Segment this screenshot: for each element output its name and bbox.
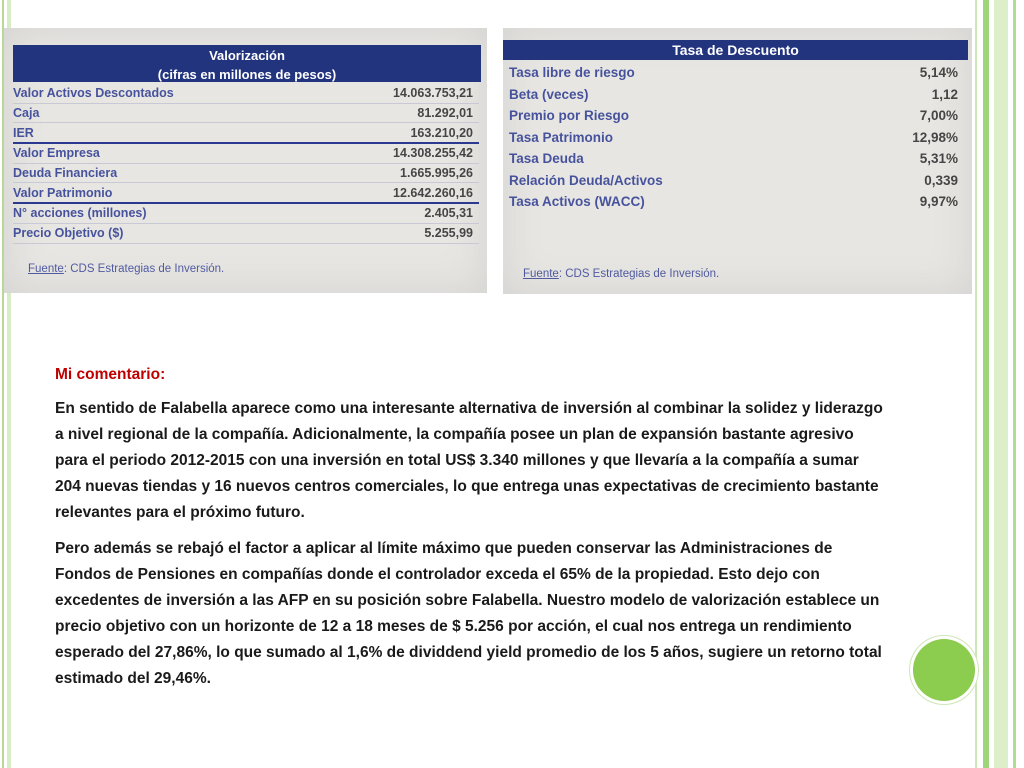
table-row xyxy=(13,144,479,164)
comment-section xyxy=(55,366,885,702)
row-value: 0,339 xyxy=(924,172,958,188)
row-value: 81.292,01 xyxy=(417,106,473,121)
table-row xyxy=(13,164,479,184)
row-value: 7,00% xyxy=(919,108,958,124)
right-decorative-rail xyxy=(975,0,1024,768)
table-row xyxy=(509,170,964,192)
table-row xyxy=(13,84,479,104)
row-label: Beta (veces) xyxy=(509,86,589,102)
comment-title: Mi comentario: xyxy=(55,366,166,383)
row-label: Tasa libre de riesgo xyxy=(509,65,635,81)
row-label: Tasa Patrimonio xyxy=(509,129,614,145)
row-label: Precio Objetivo ($) xyxy=(13,226,124,241)
row-value: 5,14% xyxy=(919,65,958,81)
valuation-table-title: Valorización xyxy=(209,48,285,63)
row-value: 5,31% xyxy=(919,151,958,167)
comment-paragraph: En sentido de Falabella aparece como una interesante alternativa de inversión al combinar la solidez y liderazgo a nivel regional de la compañía. Adicionalmente, la compañía posee un plan de expansión bastante agresivo para el periodo 2012-2015 con una inversión en total US$ 3.340 millones y que llevaría a la compañía a sumar 204 nuevas tiendas y 16 nuevos centros comerciales, lo que entrega unas expectativas de crecimiento bastante relevantes para el próximo futuro. xyxy=(55,400,883,521)
row-label: Valor Empresa xyxy=(13,146,100,161)
table-row xyxy=(509,127,964,149)
row-value: 163.210,20 xyxy=(410,125,473,140)
row-value: 14.308.255,42 xyxy=(393,146,473,161)
table-row xyxy=(13,123,479,144)
row-value: 9,97% xyxy=(919,194,958,210)
rail-stripe xyxy=(975,0,977,768)
row-value: 2.405,31 xyxy=(424,206,473,221)
rail-stripe xyxy=(1013,0,1016,768)
row-label: Deuda Financiera xyxy=(13,166,118,181)
discount-rate-table-image xyxy=(503,28,972,294)
table-row xyxy=(13,183,479,204)
row-label: Valor Activos Descontados xyxy=(13,86,174,101)
table-row xyxy=(509,84,964,106)
row-label: Premio por Riesgo xyxy=(509,108,630,124)
discount-source-note xyxy=(523,268,719,280)
row-label: Tasa Activos (WACC) xyxy=(509,194,645,210)
valuation-source-note xyxy=(28,263,224,275)
row-label: Tasa Deuda xyxy=(509,151,584,167)
source-label: Fuente xyxy=(523,268,559,280)
table-row xyxy=(13,224,479,244)
valuation-table-subtitle: (cifras en millones de pesos) xyxy=(157,67,337,82)
row-value: 1,12 xyxy=(931,86,958,102)
row-label: Valor Patrimonio xyxy=(13,185,113,200)
row-label: N° acciones (millones) xyxy=(13,206,147,221)
source-text: : CDS Estrategias de Inversión. xyxy=(558,268,720,280)
table-row xyxy=(509,62,964,84)
row-label: Relación Deuda/Activos xyxy=(509,172,663,188)
row-value: 14.063.753,21 xyxy=(393,86,473,101)
source-label: Fuente xyxy=(28,263,64,275)
rail-stripe xyxy=(994,0,1008,768)
table-row xyxy=(13,104,479,124)
table-row xyxy=(509,191,964,213)
row-label: Caja xyxy=(13,106,40,121)
discount-table-rows xyxy=(509,62,964,213)
rail-stripe xyxy=(983,0,989,768)
row-value: 12.642.260,16 xyxy=(393,185,473,200)
valuation-table-rows xyxy=(13,84,479,244)
valuation-table-header xyxy=(13,45,481,82)
table-row xyxy=(509,105,964,127)
row-label: IER xyxy=(13,125,34,140)
source-text: : CDS Estrategias de Inversión. xyxy=(63,263,225,275)
row-value: 5.255,99 xyxy=(424,226,473,241)
row-value: 1.665.995,26 xyxy=(400,166,473,181)
row-value: 12,98% xyxy=(912,129,958,145)
green-circle-decoration xyxy=(913,639,975,701)
table-row xyxy=(13,204,479,224)
valuation-table-image xyxy=(4,28,487,293)
table-row xyxy=(509,148,964,170)
discount-table-header: Tasa de Descuento xyxy=(503,40,968,60)
comment-paragraph: Pero además se rebajó el factor a aplicar al límite máximo que pueden conservar las Administraciones de Fondos de Pensiones en compañías donde el controlador exceda el 65% de la propiedad. Esto dejo con excedentes de inversión a las AFP en su posición sobre Falabella. Nuestro modelo de valorización establece un precio objetivo con un horizonte de 12 a 18 meses de $ 5.256 por acción, el cual nos entrega un rendimiento esperado del 27,86%, lo que sumado al 1,6% de dividdend yield promedio de los 5 años, sugiere un retorno total estimado del 29,46%. xyxy=(55,540,882,687)
